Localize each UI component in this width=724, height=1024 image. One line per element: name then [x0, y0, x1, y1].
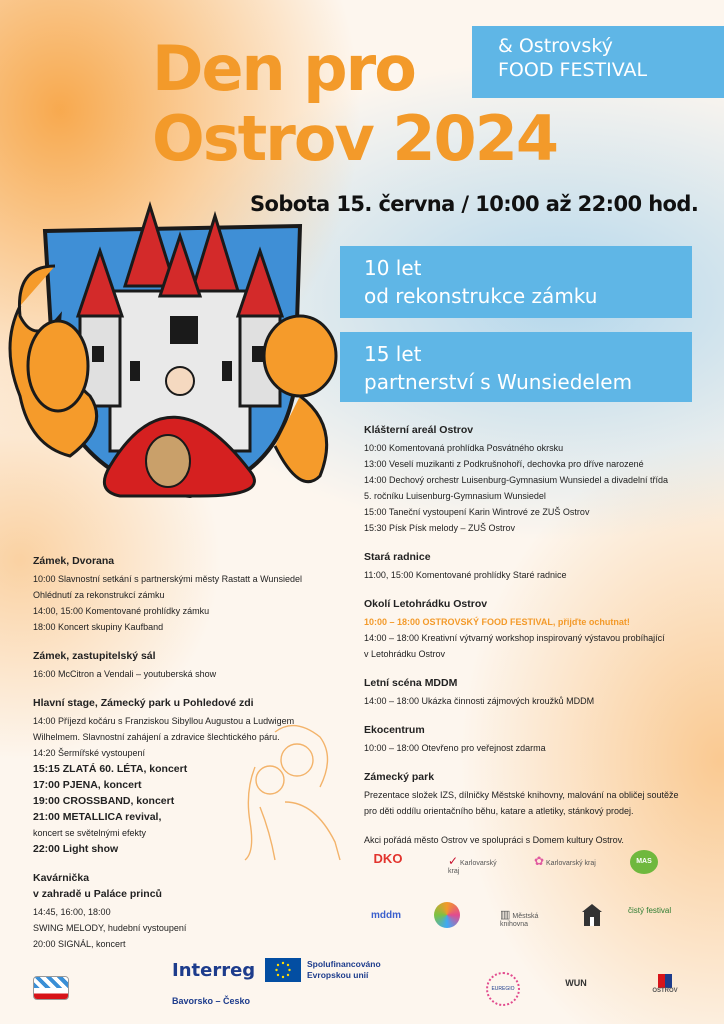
- mestska-knihovna-logo: ▥ Městská knihovna: [500, 909, 539, 928]
- mas-logo: MAS: [630, 850, 658, 874]
- banner-castle-line-2: od rekonstrukce zámku: [364, 284, 598, 308]
- program-row: Ohlédnutí za rekonstrukcí zámku: [33, 590, 165, 600]
- food-festival-box: [472, 26, 724, 98]
- program-row: SWING MELODY, hudební vystoupení: [33, 923, 187, 933]
- section-stage: [33, 695, 353, 857]
- dko-logo: DKO: [373, 851, 403, 866]
- program-row: 10:00 Komentovaná prohlídka Posvátného okrsku: [364, 443, 564, 453]
- program-row: 14:00 – 18:00 Ukázka činnosti zájmových kroužků MDDM: [364, 696, 595, 706]
- title-line-1: Den pro: [152, 32, 415, 105]
- program-row: 15:00 Taneční vystoupení Karin Wintrové ze ZUŠ Ostrov: [364, 507, 590, 517]
- banner-castle: [340, 246, 692, 318]
- banner-castle-line-1: 10 let: [364, 256, 422, 280]
- interreg-logo: Interreg: [172, 960, 256, 981]
- colorful-circle-logo: [434, 902, 460, 928]
- program-row: 14:00, 15:00 Komentované prohlídky zámku: [33, 606, 210, 616]
- section-subheading: v zahradě u Paláce princů: [33, 888, 162, 900]
- concert-row: 19:00 CROSSBAND, koncert: [33, 795, 175, 807]
- eu-cofunding-text: Spolufinancováno Evropskou unií: [307, 959, 381, 980]
- section-heading: Okolí Letohrádku Ostrov: [364, 598, 488, 610]
- concert-row: 21:00 METALLICA revival,: [33, 811, 162, 823]
- program-row: 11:00, 15:00 Komentované prohlídky Staré radnice: [364, 570, 567, 580]
- ostrov-logo: OSTROV: [648, 974, 682, 994]
- program-row: 20:00 SIGNÁL, koncert: [33, 939, 126, 949]
- mddm-logo: mddm: [371, 910, 401, 921]
- section-park: [364, 769, 704, 819]
- program-left: [33, 553, 353, 965]
- program-row: koncert se světelnými efekty: [33, 828, 147, 838]
- program-row: 14:00 – 18:00 Kreativní výtvarný workshop inspirovaný výstavou probíhající: [364, 633, 665, 643]
- program-row: 10:00 – 18:00 Otevřeno pro veřejnost zdarma: [364, 743, 546, 753]
- karlovarsky-kraj-logo: ✓ Karlovarský kraj: [448, 854, 497, 875]
- concert-row: 17:00 PJENA, koncert: [33, 779, 142, 791]
- organizer-note: Akci pořádá město Ostrov ve spolupráci s Domem kultury Ostrov.: [364, 835, 624, 845]
- euregio-logo: EUREGIO: [486, 972, 520, 1006]
- program-right: [364, 422, 704, 848]
- section-heading: Stará radnice: [364, 551, 431, 563]
- program-row: 14:00 Dechový orchestr Luisenburg-Gymnasium Wunsiedel a divadelní třída: [364, 475, 668, 485]
- banner-partnership-line-1: 15 let: [364, 342, 422, 366]
- section-klasterni: [364, 422, 704, 536]
- program-row: 18:00 Koncert skupiny Kaufband: [33, 622, 164, 632]
- section-kavarna: [33, 870, 353, 952]
- section-heading: Kavárnička: [33, 872, 90, 884]
- food-festival-highlight: 10:00 – 18:00 OSTROVSKÝ FOOD FESTIVAL, přijďte ochutnat!: [364, 617, 630, 627]
- cisty-festival-logo: čistý festival: [628, 906, 672, 915]
- program-row: 14:20 Šermířské vystoupení: [33, 748, 146, 758]
- food-festival-line-2: FOOD FESTIVAL: [498, 59, 648, 81]
- building-icon: [582, 904, 602, 926]
- program-row: 16:00 McCitron a Vendali – youtuberská show: [33, 669, 217, 679]
- section-mddm: [364, 675, 704, 709]
- program-row: 15:30 Písk Písk melody – ZUŠ Ostrov: [364, 523, 516, 533]
- section-radnice: [364, 549, 704, 583]
- light-show-row: 22:00 Light show: [33, 843, 119, 855]
- program-row: 5. ročníku Luisenburg-Gymnasium Wunsiedel: [364, 491, 546, 501]
- section-letohradek: [364, 596, 704, 662]
- section-heading: Letní scéna MDDM: [364, 677, 458, 689]
- section-heading: Zámek, zastupitelský sál: [33, 650, 156, 662]
- section-heading: Klášterní areál Ostrov: [364, 424, 474, 436]
- section-heading: Zámecký park: [364, 771, 435, 783]
- banner-partnership-line-2: partnerství s Wunsiedelem: [364, 370, 633, 394]
- section-heading: Hlavní stage, Zámecký park u Pohledové zdi: [33, 697, 254, 709]
- park-description: Prezentace složek IZS, dílničky Městské knihovny, malování na obličej soutěže pro děti oddílu orientačního běhu, katare a atletiky, stánkový prodej.: [364, 790, 679, 816]
- section-heading: Zámek, Dvorana: [33, 555, 115, 567]
- section-heading: Ekocentrum: [364, 724, 425, 736]
- concert-row: 15:15 ZLATÁ 60. LÉTA, koncert: [33, 763, 188, 775]
- section-dvorana: [33, 553, 353, 635]
- program-row: Wilhelmem. Slavnostní zahájení a zdravice šlechtického páru.: [33, 732, 280, 742]
- food-festival-line-1: & Ostrovský: [498, 35, 613, 57]
- wunsiedel-logo: WUN: [565, 978, 587, 988]
- program-row: 13:00 Veselí muzikanti z Podkrušnohoří, dechovka pro dříve narozené: [364, 459, 644, 469]
- program-row: 14:00 Příjezd kočáru s Franziskou Sibyllou Augustou a Ludwigem: [33, 716, 295, 726]
- banner-partnership: [340, 332, 692, 402]
- section-sal: [33, 648, 353, 682]
- program-row: 10:00 Slavnostní setkání s partnerskými městy Rastatt a Wunsiedel: [33, 574, 302, 584]
- section-ekocentrum: [364, 722, 704, 756]
- interreg-region: Bavorsko – Česko: [172, 996, 251, 1006]
- bavaria-czech-flags: [33, 976, 69, 1000]
- program-row: 14:45, 16:00, 18:00: [33, 907, 111, 917]
- program-row: v Letohrádku Ostrov: [364, 649, 446, 659]
- title-line-2: Ostrov 2024: [152, 102, 557, 175]
- karlovarsky-kraj-tourism-logo: ✿ Karlovarský kraj: [534, 854, 596, 868]
- castle-crest-illustration: [0, 196, 340, 526]
- eu-flag-icon: [265, 958, 301, 982]
- event-date: Sobota 15. června / 10:00 až 22:00 hod.: [250, 192, 699, 216]
